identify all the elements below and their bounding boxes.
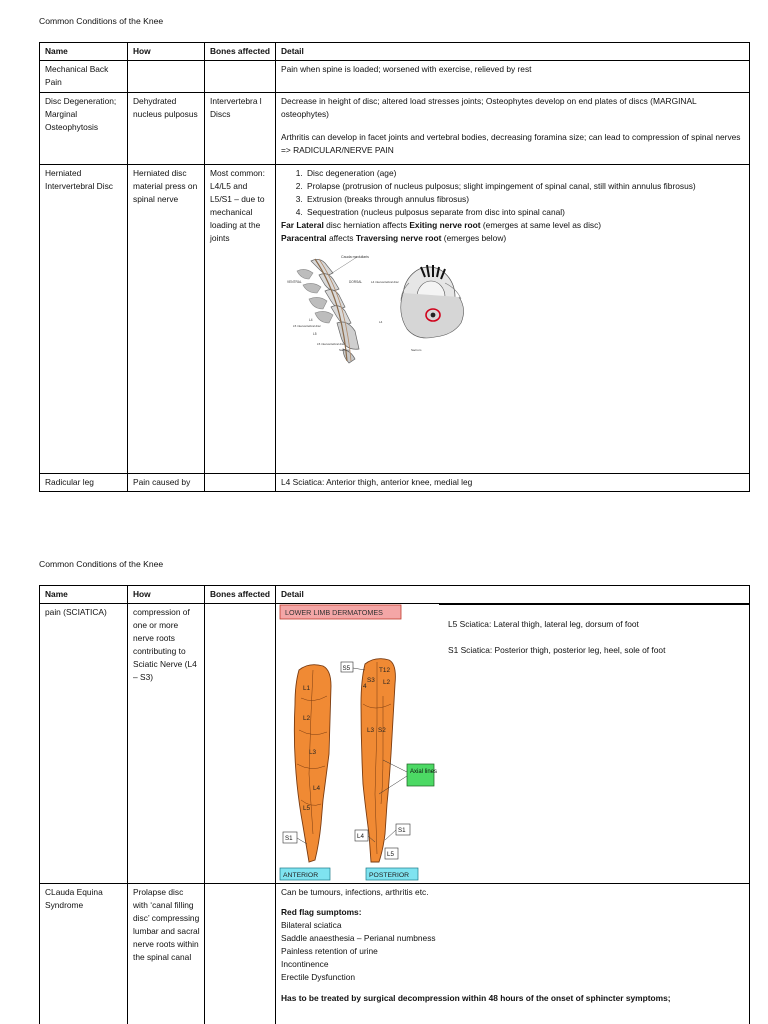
cell-how: Pain caused by: [128, 474, 205, 492]
red-flag-heading: Red flag sumptoms:: [281, 907, 362, 918]
dermatome-label: S1: [398, 827, 406, 835]
axial-lines-label: Axial lines: [410, 769, 438, 776]
cell-detail: Pain when spine is loaded; worsened with exercise, relieved by rest: [276, 61, 750, 93]
bold-term: Paracentral: [281, 233, 327, 244]
cell-bones: Intervertebra l Discs: [205, 93, 276, 165]
bold-term: Traversing nerve root: [355, 233, 442, 244]
figure-label: L4 intervertebral disc: [371, 280, 399, 285]
figure-label: Cauda medullaris: [341, 255, 369, 260]
cell-detail: [276, 165, 750, 474]
cell-how: Herniated disc material press on spinal nerve: [128, 165, 205, 474]
conditions-table-top: [39, 42, 750, 492]
anterior-label: ANTERIOR: [283, 872, 319, 880]
dermatome-label: T12: [379, 667, 391, 675]
detail-paragraph: Arthritis can develop in facet joints and vertebral bodies, decreasing foramina size; can lead to compression of spinal nerves => RADICULAR/NERVE PAIN: [281, 132, 741, 156]
treatment-note: Has to be treated by surgical decompression within 48 hours of the onset of sphincter symptoms;: [281, 993, 671, 1004]
header-detail: Detail: [276, 43, 750, 61]
figure-label: L5 intervertebral disc: [293, 324, 321, 329]
cell-name: CLauda Equina Syndrome: [40, 884, 128, 1024]
figure-label: L4: [379, 320, 383, 325]
table-row: [40, 474, 750, 492]
note-text: disc herniation affects: [323, 220, 410, 231]
cell-detail: [276, 93, 750, 165]
l5-sciatica-text: L5 Sciatica: Lateral thigh, lateral leg, dorsum of foot: [448, 619, 639, 630]
cell-how: [128, 61, 205, 93]
lower-limb-dermatomes-figure: [279, 604, 439, 884]
cell-name: Mechanical Back Pain: [40, 61, 128, 93]
cell-name: pain (SCIATICA): [40, 604, 128, 884]
header-bones: Bones affected: [205, 586, 276, 604]
s1-sciatica-text: S1 Sciatica: Posterior thigh, posterior leg, heel, sole of foot: [448, 645, 666, 656]
spine-disc-herniation-figure: [285, 253, 490, 365]
cell-detail: L4 Sciatica: Anterior thigh, anterior knee, medial leg: [276, 474, 750, 492]
cell-detail: [276, 884, 750, 1024]
header-how: How: [128, 43, 205, 61]
table-row: [40, 93, 750, 165]
note-text: (emerges below): [441, 233, 507, 244]
page-heading: Common Conditions of the Knee: [39, 16, 164, 26]
detail-paragraph: Decrease in height of disc; altered load stresses joints; Osteophytes develop on end plates of discs (MARGINAL osteophytes): [281, 96, 697, 120]
dermatome-label: L3: [309, 749, 317, 757]
dermatome-label: L4: [357, 833, 364, 841]
figure-label: L5: [313, 332, 317, 337]
paracentral-note: [281, 232, 745, 245]
list-item: 3. Extrusion (breaks through annulus fibrosus): [305, 193, 745, 206]
table-row: [40, 61, 750, 93]
table-row: [40, 604, 750, 884]
dermatome-label: L2: [303, 715, 311, 723]
header-name: Name: [40, 43, 128, 61]
table-row: [40, 165, 750, 474]
figure-label: Sacrum: [339, 348, 350, 353]
cell-name: Radicular leg: [40, 474, 128, 492]
bold-term: Exiting nerve root: [409, 220, 481, 231]
dermatome-label: S5: [342, 665, 351, 673]
figure-label: DORSAL: [349, 280, 363, 285]
detail-paragraph: Can be tumours, infections, arthritis etc.: [281, 887, 429, 898]
header-detail: Detail: [276, 586, 750, 604]
dermatome-label: 4: [363, 683, 367, 691]
note-text: (emerges at same level as disc): [480, 220, 602, 231]
cell-how: compression of one or more nerve roots contributing to Sciatic Nerve (L4 – S3): [128, 604, 205, 884]
figure-title: LOWER LIMB DERMATOMES: [285, 608, 383, 618]
figure-label: L4: [309, 318, 313, 323]
header-bones: Bones affected: [205, 43, 276, 61]
header-how: How: [128, 586, 205, 604]
cell-name: Disc Degeneration; Marginal Osteophytosis: [40, 93, 128, 165]
cell-how: Dehydrated nucleus pulposus: [128, 93, 205, 165]
divider: [439, 604, 749, 605]
herniation-stages-list: [305, 167, 745, 219]
list-item: 2. Prolapse (protrusion of nucleus pulposus; slight impingement of spinal canal, still within annulus fibrosus): [305, 180, 745, 193]
cell-bones: [205, 604, 276, 884]
dermatome-label: L1: [303, 685, 311, 693]
cell-bones: Most common: L4/L5 and L5/S1 – due to mechanical loading at the joints: [205, 165, 276, 474]
bold-term: Far Lateral: [281, 220, 324, 231]
figure-label: L5 intervertebral disc: [317, 342, 345, 347]
dermatome-label: S3: [367, 677, 375, 685]
list-item: Bilateral sciatica: [281, 920, 342, 931]
list-item: Erectile Dysfunction: [281, 972, 356, 983]
dermatome-label: S2: [378, 727, 386, 735]
cell-bones: [205, 474, 276, 492]
note-text: affects: [326, 233, 356, 244]
dermatome-label: L4: [313, 785, 321, 793]
table-row: [40, 884, 750, 1024]
list-item: Painless retention of urine: [281, 946, 378, 957]
cell-detail: [276, 604, 750, 884]
far-lateral-note: [281, 219, 745, 232]
posterior-label: POSTERIOR: [369, 872, 410, 880]
dermatome-label: L2: [383, 679, 391, 687]
cell-how: Prolapse disc with ‘canal filling disc’ compressing lumbar and sacral nerve roots within the spinal canal: [128, 884, 205, 1024]
figure-label: Sacrum: [411, 348, 422, 353]
list-item: Incontinence: [281, 959, 329, 970]
header-row: [40, 586, 750, 604]
dermatome-label: S1: [285, 835, 293, 843]
dermatome-label: L5: [387, 851, 394, 859]
cell-name: Herniated Intervertebral Disc: [40, 165, 128, 474]
header-row: [40, 43, 750, 61]
list-item: 4. Sequestration (nucleus pulposus separate from disc into spinal canal): [305, 206, 745, 219]
list-item: Saddle anaesthesia – Perianal numbness: [281, 933, 436, 944]
page-heading: Common Conditions of the Knee: [39, 559, 164, 569]
conditions-table-bottom: [39, 585, 750, 1024]
cell-bones: [205, 61, 276, 93]
sciatica-patterns: [448, 618, 728, 670]
dermatome-label: L3: [367, 727, 375, 735]
cell-bones: [205, 884, 276, 1024]
dermatome-label: L5: [303, 805, 311, 813]
header-name: Name: [40, 586, 128, 604]
figure-label: VENTRAL: [287, 280, 302, 285]
list-item: 1. Disc degeneration (age): [305, 167, 745, 180]
